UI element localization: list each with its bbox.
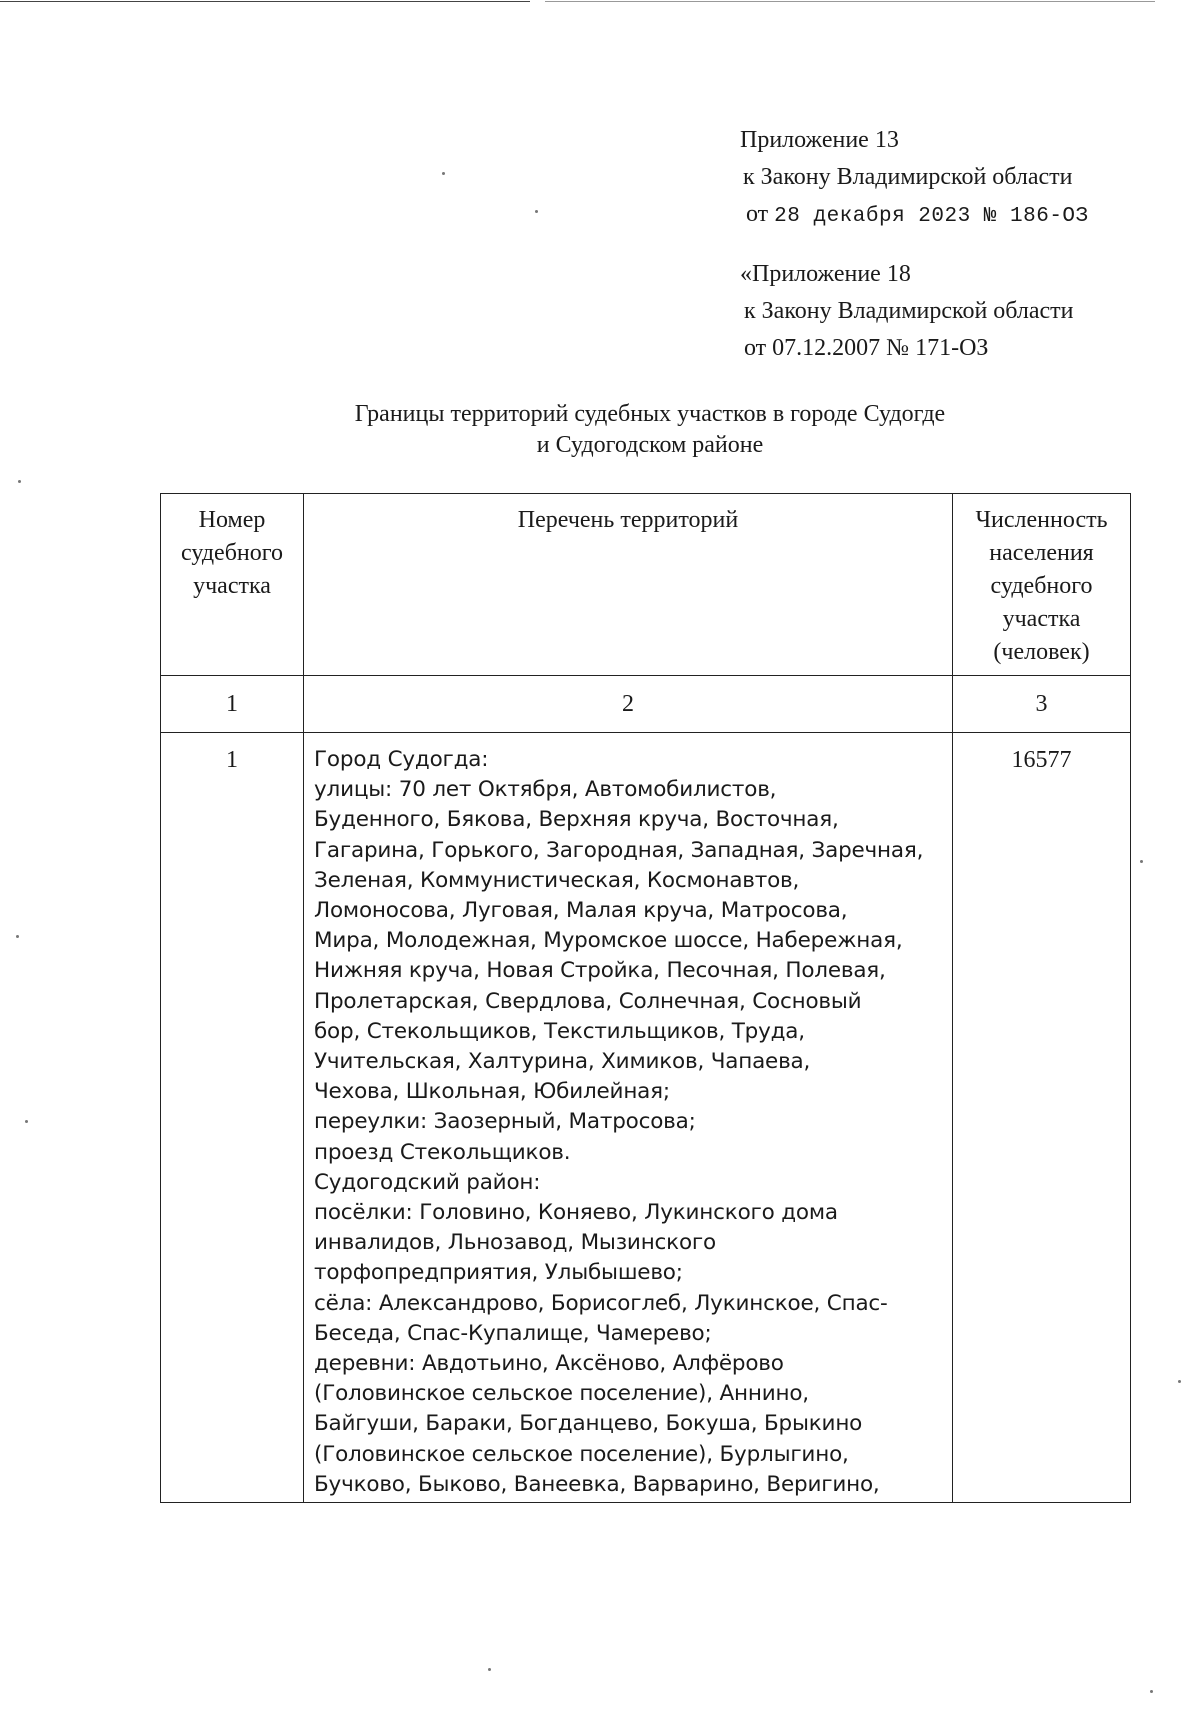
table-header-row (161, 494, 1131, 676)
column-number-row (161, 676, 1131, 733)
territory-line: Зеленая, Коммунистическая, Космонавтов, (314, 867, 800, 893)
appendix-13-date-line (746, 196, 1089, 235)
scan-edge-line (545, 1, 1155, 2)
territory-line: торфопредприятия, Улыбышево; (314, 1260, 683, 1286)
territory-line: проезд Стекольщиков. (314, 1139, 571, 1165)
section-number: 1 (161, 733, 304, 1503)
scan-speck (16, 935, 19, 938)
column-number: 2 (304, 676, 953, 733)
date-prefix: от (746, 201, 769, 227)
scan-speck (1150, 1690, 1153, 1693)
territory-line: бор, Стекольщиков, Текстильщиков, Труда, (314, 1018, 805, 1044)
territories-table (160, 493, 1131, 1503)
territory-line: улицы: 70 лет Октября, Автомобилистов, (314, 777, 777, 803)
territory-line: Учительская, Халтурина, Химиков, Чапаева, (314, 1049, 811, 1075)
scan-speck (488, 1668, 491, 1671)
territory-line: переулки: Заозерный, Матросова; (314, 1109, 696, 1135)
territory-line: Беседа, Спас-Купалище, Чамерево; (314, 1320, 712, 1346)
appendix-13-label: Приложение 13 (740, 127, 899, 153)
territory-line: Байгуши, Бараки, Богданцево, Бокуша, Брыкино (314, 1411, 863, 1437)
table-row (161, 733, 1131, 1503)
territory-line: (Головинское сельское поселение), Бурлыгино, (314, 1441, 849, 1467)
territory-line: Гагарина, Горького, Загородная, Западная, Заречная, (314, 837, 924, 863)
territory-line: Город Судогда: (314, 747, 489, 772)
header-population: Численность населения судебного участка (человек) (953, 494, 1131, 676)
territory-line: Ломоносова, Луговая, Малая круча, Матросова, (314, 898, 848, 924)
territory-line: Нижняя круча, Новая Стройка, Песочная, Полевая, (314, 958, 886, 984)
appendix-18-date-line: от 07.12.2007 № 171-ОЗ (744, 335, 989, 361)
scan-speck (1178, 1380, 1181, 1383)
scan-speck (1140, 860, 1143, 863)
header-territory-list: Перечень территорий (304, 494, 953, 676)
header-section-number: Номер судебного участка (161, 494, 304, 676)
territory-line: Буденного, Бякова, Верхняя круча, Восточная, (314, 807, 839, 833)
appendix-18-header (740, 256, 1074, 367)
territory-line: Чехова, Школьная, Юбилейная; (314, 1079, 670, 1105)
territory-line: Судогодский район: (314, 1169, 541, 1195)
scan-speck (18, 480, 21, 483)
appendix-18-label: «Приложение 18 (740, 261, 911, 287)
territory-list (304, 733, 953, 1503)
territory-line: Мира, Молодежная, Муромское шоссе, Набережная, (314, 928, 903, 954)
territory-line: деревни: Авдотьино, Аксёново, Алфёрово (314, 1351, 784, 1377)
scan-edge-line (0, 1, 530, 2)
territory-line: инвалидов, Льнозавод, Мызинского (314, 1230, 716, 1256)
scan-speck (535, 210, 538, 213)
document-title (200, 399, 1100, 461)
appendix-13-law-line: к Закону Владимирской области (743, 164, 1073, 190)
typed-date-number: 28 декабря 2023 № 186-ОЗ (774, 205, 1089, 228)
title-line-1: Границы территорий судебных участков в городе Судогде (354, 401, 946, 427)
appendix-13-header (740, 122, 1089, 235)
territory-line: сёла: Александрово, Борисоглеб, Лукинское, Спас- (314, 1290, 888, 1316)
column-number: 1 (161, 676, 304, 733)
title-line-2: и Судогодском районе (536, 432, 764, 458)
scan-speck (442, 172, 445, 175)
territory-line: Пролетарская, Свердлова, Солнечная, Сосновый (314, 988, 862, 1014)
population-count: 16577 (953, 733, 1131, 1503)
appendix-18-law-line: к Закону Владимирской области (744, 298, 1074, 324)
scan-speck (25, 1120, 28, 1123)
territory-line: посёлки: Головино, Коняево, Лукинского дома (314, 1200, 838, 1226)
territory-line: (Головинское сельское поселение), Аннино, (314, 1381, 809, 1407)
column-number: 3 (953, 676, 1131, 733)
territory-line: Бучково, Быково, Ванеевка, Варварино, Веригино, (314, 1471, 880, 1497)
